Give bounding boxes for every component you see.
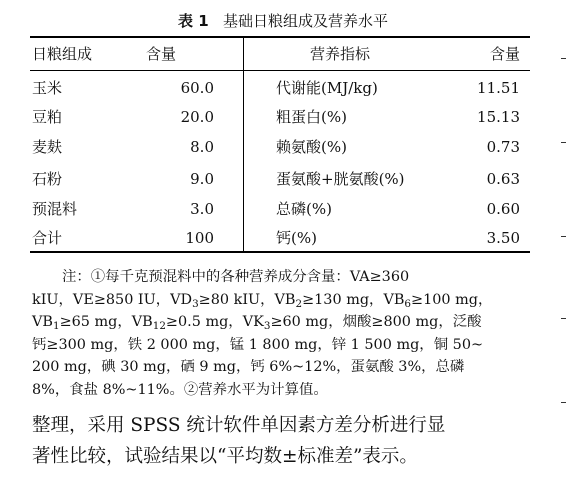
table-header-rule <box>30 70 530 71</box>
nutrient-value: 11.51 <box>477 79 520 97</box>
nutrient-value: 0.60 <box>486 200 520 218</box>
nutrient-name: 蛋氨酸+胱氨酸(%) <box>276 170 405 188</box>
table-caption: 基础日粮组成及营养水平 <box>222 12 388 30</box>
ingredient-content: 100 <box>185 229 214 247</box>
adjacent-column-mark <box>561 142 566 143</box>
note-line: 200 mg，碘 30 mg，硒 9 mg，钙 6%~12%，蛋氨酸 3%，总磷 <box>32 359 465 375</box>
ingredient-name: 预混料 <box>32 200 78 218</box>
note-line <box>32 289 526 312</box>
adjacent-column-mark <box>561 318 566 319</box>
nutrient-value: 3.50 <box>486 229 520 247</box>
note-subscript: 1 <box>52 319 60 332</box>
note-text: kIU，VE≥850 IU，VD <box>32 291 193 308</box>
body-paragraph <box>32 410 532 472</box>
note-line: 注：①每千克预混料中的各种营养成分含量：VA≥360 <box>62 269 410 285</box>
note-text: ≥60 mg，烟酸≥800 mg，泛酸 <box>270 314 482 330</box>
table-title <box>0 10 566 31</box>
ingredient-name: 麦麸 <box>32 138 63 156</box>
ingredient-name: 豆粕 <box>32 108 63 126</box>
body-line: 著性比较，试验结果以“平均数±标准差”表示。 <box>32 446 418 467</box>
nutrient-value: 15.13 <box>477 108 520 126</box>
note-line: 8%，食盐 8%~11%。②营养水平为计算值。 <box>32 381 328 398</box>
note-text: ≥0.5 mg，VK <box>165 314 264 330</box>
note-text: ≥100 mg， <box>411 291 493 308</box>
note-subscript: 3 <box>192 297 199 310</box>
header-content-left: 含量 <box>146 45 177 63</box>
nutrient-name: 粗蛋白(%) <box>276 108 347 126</box>
nutrient-value: 0.73 <box>486 138 520 156</box>
nutrient-name: 总磷(%) <box>276 200 332 218</box>
table-notes <box>32 266 526 401</box>
ingredient-content: 3.0 <box>190 200 214 218</box>
note-subscript: 6 <box>404 297 412 310</box>
note-line <box>32 311 526 334</box>
table-bottom-rule <box>30 251 530 253</box>
ingredient-name: 玉米 <box>32 79 63 97</box>
note-subscript: 12 <box>152 319 166 332</box>
adjacent-column-mark <box>561 58 566 59</box>
nutrient-value: 0.63 <box>486 170 520 188</box>
table-column-divider <box>243 38 244 251</box>
table-top-rule <box>30 36 530 38</box>
nutrient-name: 代谢能(MJ/kg) <box>276 79 378 97</box>
adjacent-column-mark <box>561 236 566 237</box>
nutrient-name: 钙(%) <box>276 229 317 247</box>
ingredient-content: 20.0 <box>180 108 214 126</box>
header-nutrient-index: 营养指标 <box>310 45 371 63</box>
nutrient-name: 赖氨酸(%) <box>276 138 347 156</box>
note-text: ≥130 mg，VB <box>302 291 405 308</box>
note-subscript: 2 <box>295 297 303 310</box>
adjacent-column-mark <box>561 402 566 403</box>
ingredient-content: 60.0 <box>180 79 214 97</box>
table-number: 表 1 <box>178 12 209 30</box>
ingredient-content: 9.0 <box>190 170 214 188</box>
note-line: 钙≥300 mg，铁 2 000 mg，锰 1 800 mg，锌 1 500 mg，铜 50~ <box>32 336 484 353</box>
body-line: 整理，采用 SPSS 统计软件单因素方差分析进行显 <box>32 415 446 436</box>
header-content-right: 含量 <box>489 45 520 63</box>
note-text: VB <box>32 314 53 330</box>
note-subscript: 3 <box>263 319 271 332</box>
ingredient-content: 8.0 <box>190 138 214 156</box>
ingredient-name: 合计 <box>32 229 63 247</box>
note-text: ≥80 kIU，VB <box>198 291 296 308</box>
ingredient-name: 石粉 <box>32 170 63 188</box>
note-text: ≥65 mg，VB <box>59 314 153 330</box>
header-diet-composition: 日粮组成 <box>32 45 93 63</box>
